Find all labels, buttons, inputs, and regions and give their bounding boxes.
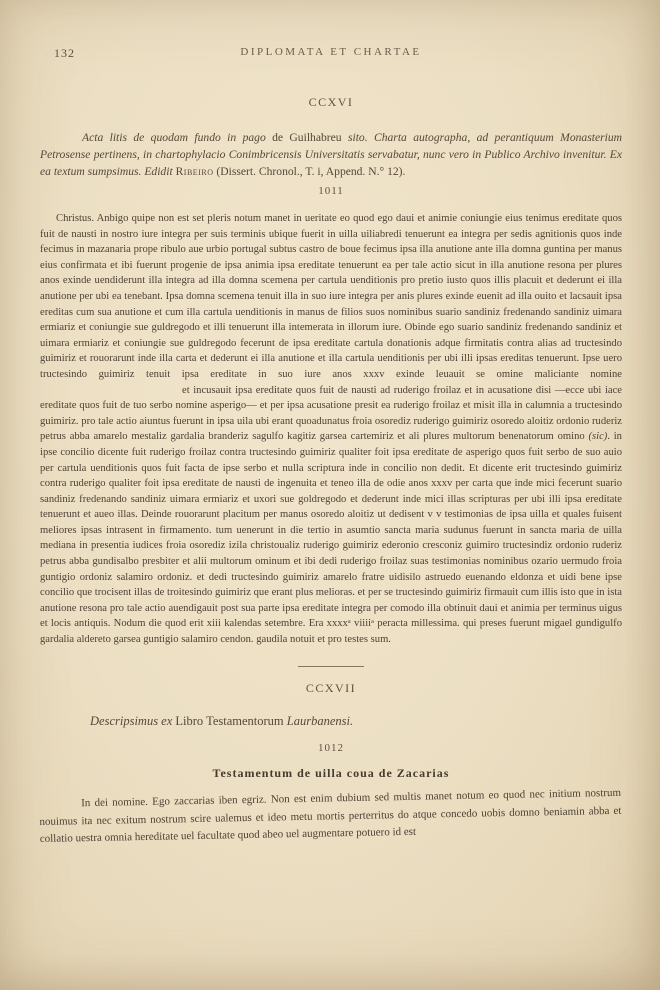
source-book-name: Libro Testamentorum [175, 713, 287, 728]
source-italic-2: Laurbanensi. [286, 713, 354, 728]
summary-italic-2: sito. Charta autographa, ad perantiquum Monasterium Petrosense pertinens, in chartophylacio Conimbricensis Universitatis servabatur, nunc vero in Publico Archivo invenitur. Ex ea textum sumpsimus. Edidit [40, 131, 622, 178]
summary-editor-name: Ribeiro [175, 165, 214, 178]
charter-217-source [50, 714, 622, 729]
section-heading-ccxvi: CCXVI [308, 95, 354, 109]
charter-216-text [40, 211, 622, 648]
charter-216-summary [40, 129, 622, 180]
charter-217-year: 1012 [318, 741, 344, 754]
charter-216-text-b: et incusauit ipsa ereditate quos fuit de nausti ad ruderigo froilaz et in acusatione disi —ecce ubi iace ereditate quos fuit de tuo serbo nomine asperigo— et per ipsa acusatione presit ea ruderigo froilaz et misit illa in calumnia a tructesindo guimiriz. pro tale actio aiuntus fuerunt in ipsa uila ubi erant quoadunatus froia osorediz ruderigo guimiriz osoredo aloitiz ordonio ruderiz petrus abba amarelo mestaliz gardalia branderiz sagulfo kagitiz garsea cartemiriz et ali plures multorum benenatorum omino [40, 384, 622, 443]
running-title: DIPLOMATA ET CHARTAE [240, 46, 422, 58]
section-heading-ccxvii: CCXVII [305, 680, 357, 695]
charter-217-title: Testamentum de uilla coua de Zacarias [212, 765, 450, 780]
summary-citation: (Dissert. Chronol., T. i, Append. N.° 12). [213, 165, 406, 178]
page-number: 132 [54, 46, 75, 60]
summary-roman-place: de Guilhabreu [272, 131, 348, 144]
sic-annotation: (sic) [588, 431, 608, 443]
source-italic-1: Descripsimus ex [90, 713, 176, 728]
charter-216-year: 1011 [318, 185, 344, 197]
summary-italic-1: Acta litis de quodam fundo in pago [82, 131, 273, 144]
section-divider [298, 666, 364, 667]
charter-216-text-a: Christus. Anbigo quipe non est set pleris notum manet in ueritate eo quod ego daui et animie coniungie eius tenimus ereditate quos fuit de nausti in nostro iure integra per suis terminis ubique fuerit in uilla uiliabredi tenuerunt ea integra per sedis agnitionis quos inde fecimus in mazanaria prope ribulo aue urbio portugal subtus castro de boue fecimus ipsa illa anutione ante illa domna guntina per manus eius confirmata et ibi fuerunt progenie de ipsa animia ipsa ereditate tenuerunt ea per tale actio sicut in illa anutione resona per plures anos exinde uendiderunt illa integra ad illa domna scemena per cartula uenditionis pro pretio iusto quos illis placuit et dederunt ei illa anutione per ubi ea tenebant. Ipsa domna scemena tenuit illa in suo iure integra per anis plures exinde euenit ad illa ouito et lacsauit ipsa ereditas cum sua anutione et cum illa cartula uenditionis in manus de filios suos nominibus suario sandiniz fredenando sandiniz uimara ermiariz et coniungie sue guldregodo et illi tenuerunt illa intemerata in illorum iure. Obinde ego suario sandiniz fredenando sandiniz et uimara ermiariz et coniungie sue guldregodo fecerunt de ipsa ereditate cartula donationis adque firmitatis contra alias ad tructesindo guimiriz et rouorarunt inde illa carta et dederunt ei illa anutione et illa cartula uenditionis per ubi illi ipsas ereditas tenuerunt. Ipse uero tructesindo guimiriz tenuit ipsa ereditate in suo iure anos xxxv exinde leuauit se omine maliciante nomine [40, 213, 622, 380]
charter-217-text: In dei nomine. Ego zaccarias iben egriz. Non est enim dubium sed multis manet notum eo quod nec initium nostrum nouimus ita nec exitum nostrum scire ualemus et ideo metu mortis perterritus do atque concedo uobis domno beniamin abba et collatio uestra omnia hereditate uel facultate quod abeo uel augmentare potuero id est [39, 786, 622, 845]
charter-216-text-c: . in ipse concilio dicente fuit ruderigo froilaz contra tructesindo guimiriz qualiter foit ipsa ereditate de asperigo quos fuit serbo de suo auio per cartula uenditionis quos fuit facta de ipse serbo et nulla scriptura inde in concilio non dedit. Et dicente erit tructesindo guimiriz contra ruderigo qualiter foit ipsa ereditate de nausti de ingenuita et teneo illa de odie anos xxxv per carta que inde mici fecerunt suario sandiniz fredenando sandiniz uimara ermiariz et uxori sue goldregodo et dederunt inde mici illas scripturas per ubi illi ipsa ereditate tenuerunt et aueo illas. Deinde rouorarunt placitum per manus osoredo aloitiz ut dedisent v v testimonias de ipsa uilla et quales fuisent meliores ipsas intrasent in firmamento. tum uenerunt in die tertio in asumtio sancta maria sudunus fuerunt in sancta maria de uilla mediana in presentia iudices froia osorediz izila christoualiz ruderigo guimiriz ederonio cresconiz guimiro tructesindiz ordonio ruderiz petrus abba gundisalbo presbiter et alii multorum ominum et ibi dedi ruderigo froilaz suas testimonias nominibus ozario uermudo froia guntigio ordoniz salamiro ordoniz. et dedi tructesindo guimiriz amarelo fratre uidisilo astruedo euenando eldonza et uidi bene ipse concilio que trocisent illas de troitesindo guimiriz que erant plus melioras. et per se tructesindo guimiriz firmauit cum illis isto que in ista anutione resona pro tale actio auendigauit post sua parte ipsa ereditate integra per comodo illa obtinuit daui et animia per terminus uigus et locis antiquis. Nodum die quod erit xiii kalendas setembre. Era xxxxᵃ viiiiᵃ peracta millessima. qui preses fuerunt migael gundigulfo gardalia aldereto garsea guntigio salamiro cendon. gaudila notuit et pro testes sum. [40, 431, 622, 646]
blank-gap [40, 392, 182, 393]
running-head [40, 46, 622, 62]
